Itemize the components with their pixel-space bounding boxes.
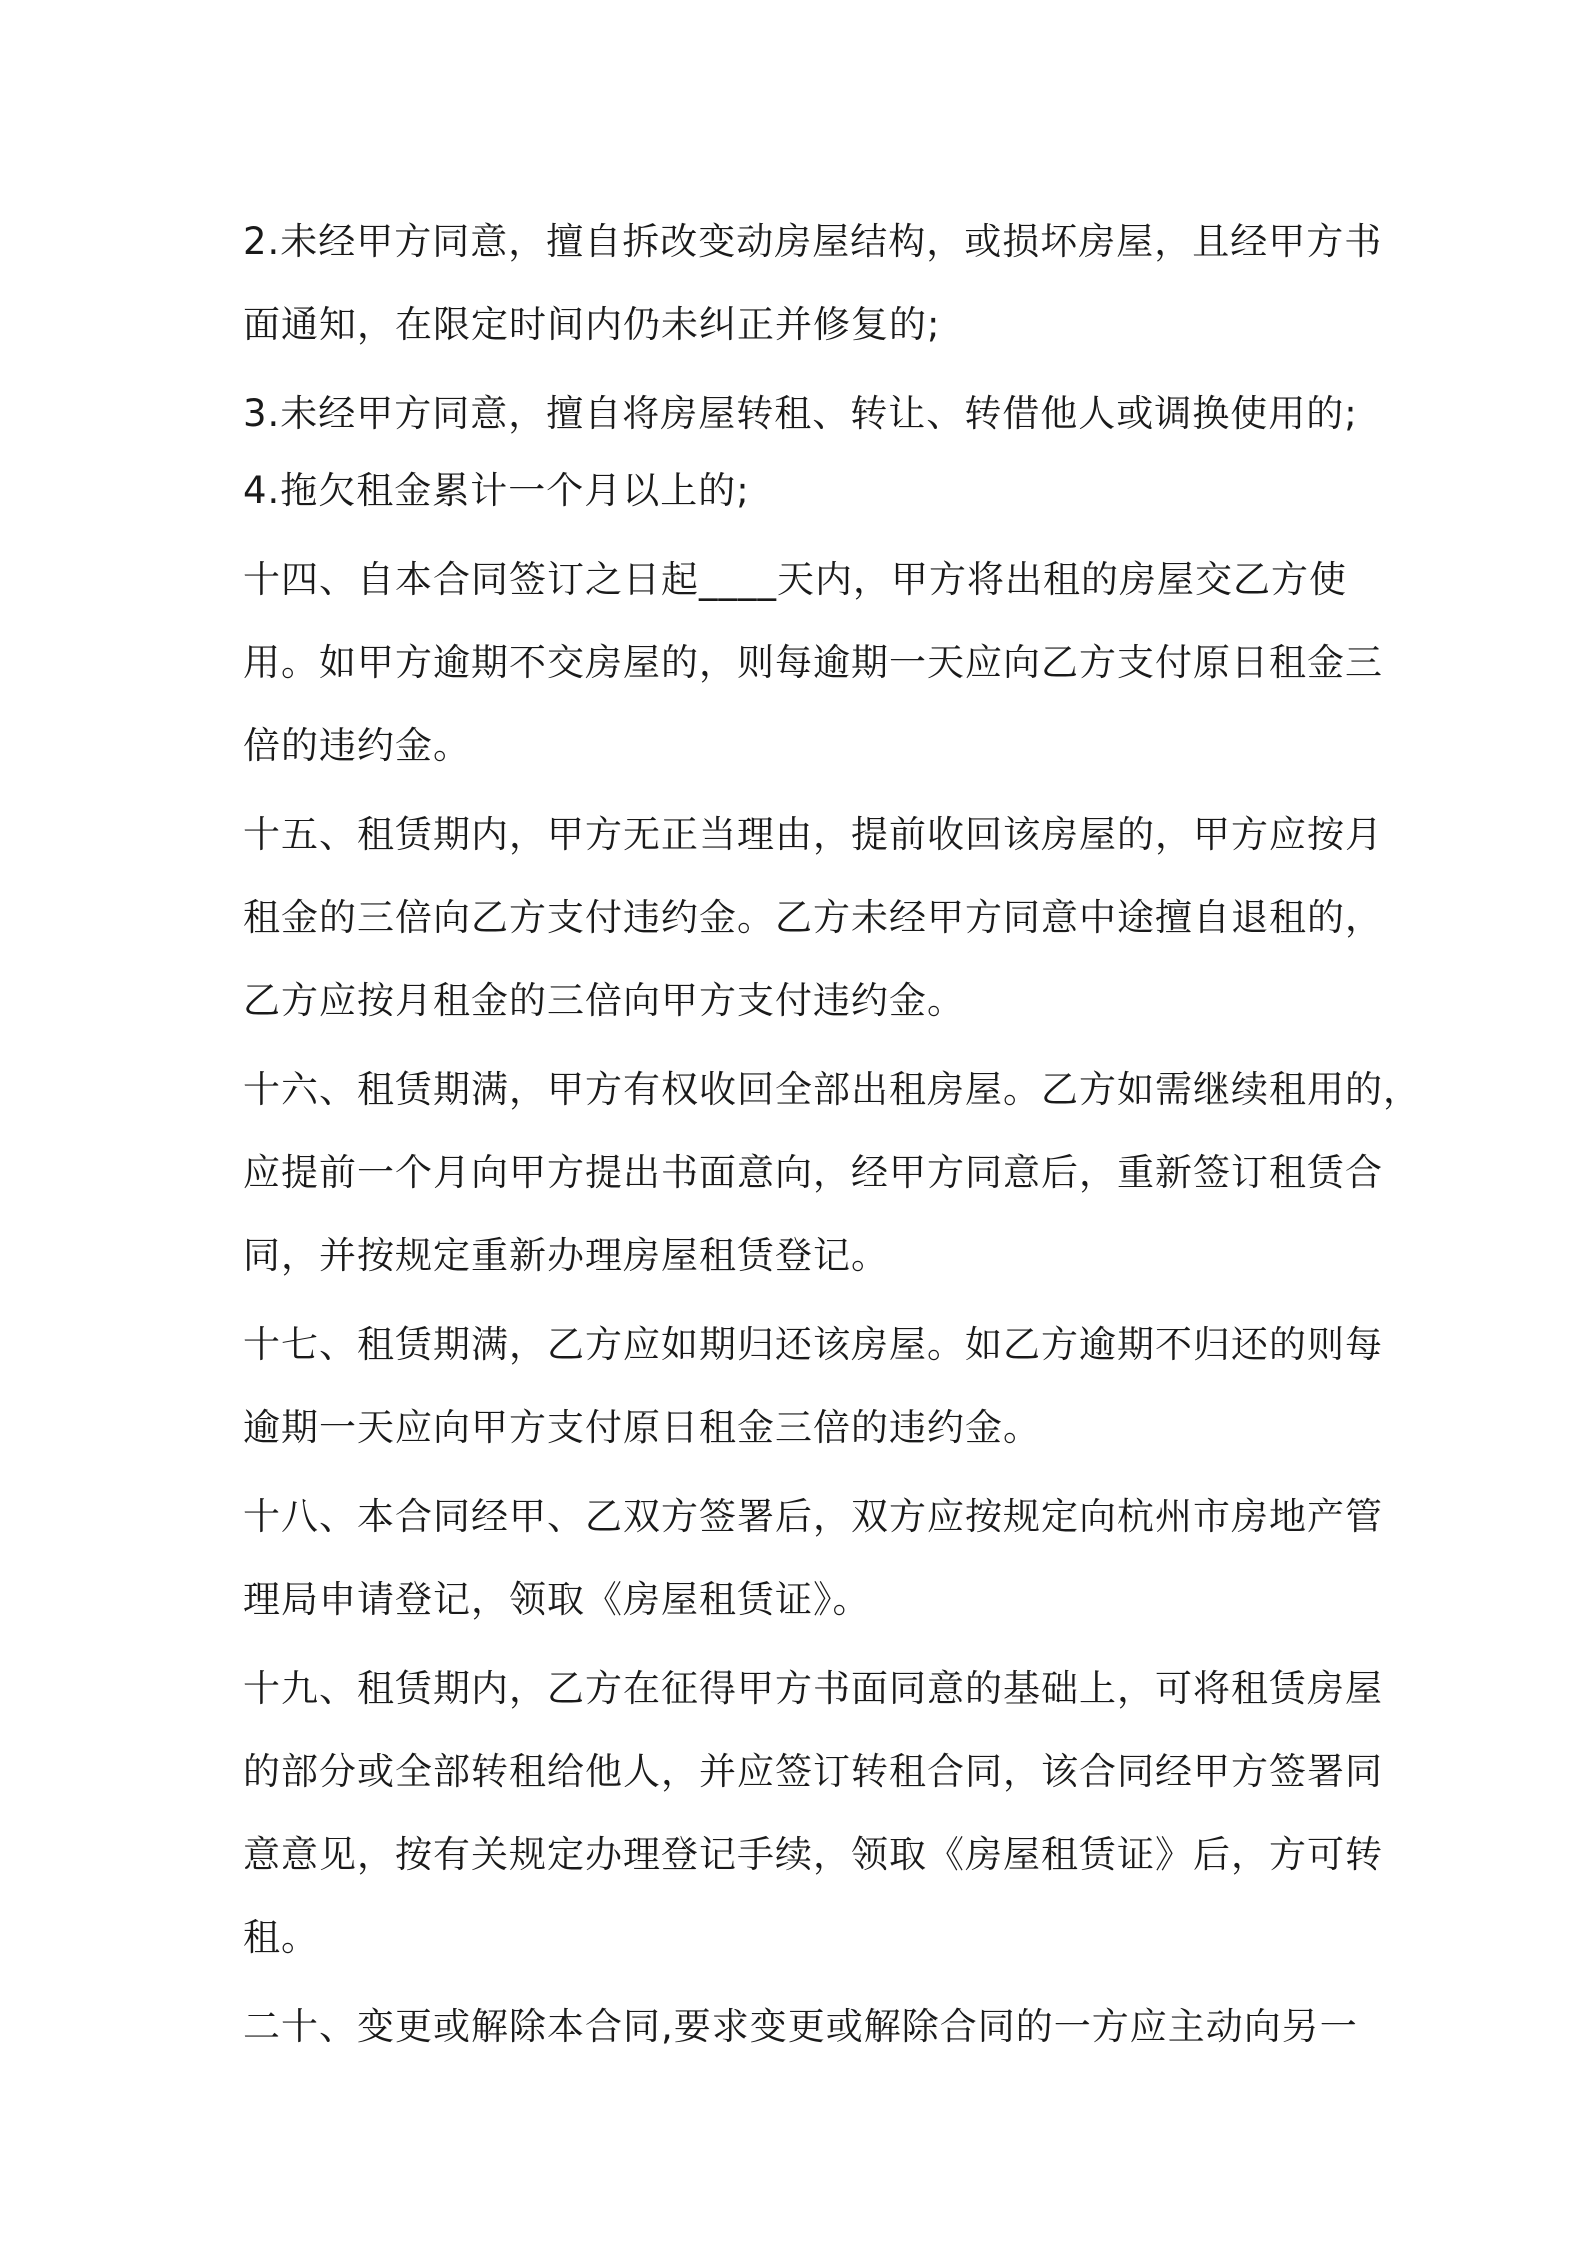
document-body	[243, 200, 1421, 2074]
text-line: 4.拖欠租金累计一个月以上的;	[243, 469, 750, 512]
text-line: 同，并按规定重新办理房屋租赁登记。	[243, 1234, 889, 1277]
text-line: 十四、自本合同签订之日起____天内，甲方将出租的房屋交乙方使	[243, 558, 1347, 601]
list-item-3	[243, 372, 1358, 455]
text-line: 十八、本合同经甲、乙双方签署后，双方应按规定向杭州市房地产管	[243, 1495, 1383, 1538]
clause-16	[243, 1048, 1421, 1297]
clause-20	[243, 1985, 1358, 2068]
text-line: 逾期一天应向甲方支付原日租金三倍的违约金。	[243, 1406, 1041, 1449]
text-line: 用。如甲方逾期不交房屋的，则每逾期一天应向乙方支付原日租金三	[243, 641, 1383, 684]
clause-18	[243, 1475, 1383, 1641]
clause-17	[243, 1303, 1383, 1469]
text-line: 租金的三倍向乙方支付违约金。乙方未经甲方同意中途擅自退租的，	[243, 896, 1383, 939]
clause-14	[243, 538, 1383, 787]
text-line: 十六、租赁期满，甲方有权收回全部出租房屋。乙方如需继续租用的，	[243, 1068, 1421, 1111]
text-line: 理局申请登记，领取《房屋租赁证》。	[243, 1578, 871, 1621]
list-item-2	[243, 200, 1383, 366]
text-line: 的部分或全部转租给他人，并应签订转租合同，该合同经甲方签署同	[243, 1750, 1383, 1793]
text-line: 二十、变更或解除本合同,要求变更或解除合同的一方应主动向另一	[243, 2005, 1358, 2048]
text-line: 意意见，按有关规定办理登记手续，领取《房屋租赁证》后，方可转	[243, 1833, 1383, 1876]
text-line: 十五、租赁期内，甲方无正当理由，提前收回该房屋的，甲方应按月	[243, 813, 1383, 856]
text-line: 租。	[243, 1916, 319, 1959]
text-line: 2.未经甲方同意，擅自拆改变动房屋结构，或损坏房屋，且经甲方书	[243, 220, 1383, 263]
text-line: 面通知，在限定时间内仍未纠正并修复的;	[243, 303, 941, 346]
text-line: 应提前一个月向甲方提出书面意向，经甲方同意后，重新签订租赁合	[243, 1151, 1383, 1194]
text-line: 倍的违约金。	[243, 724, 471, 767]
list-item-4	[243, 449, 1355, 532]
clause-15	[243, 793, 1383, 1042]
text-line: 十九、租赁期内，乙方在征得甲方书面同意的基础上，可将租赁房屋	[243, 1667, 1383, 1710]
text-line: 乙方应按月租金的三倍向甲方支付违约金。	[243, 979, 965, 1022]
text-line: 3.未经甲方同意，擅自将房屋转租、转让、转借他人或调换使用的;	[243, 392, 1358, 435]
text-line: 十七、租赁期满，乙方应如期归还该房屋。如乙方逾期不归还的则每	[243, 1323, 1383, 1366]
clause-19	[243, 1647, 1383, 1979]
